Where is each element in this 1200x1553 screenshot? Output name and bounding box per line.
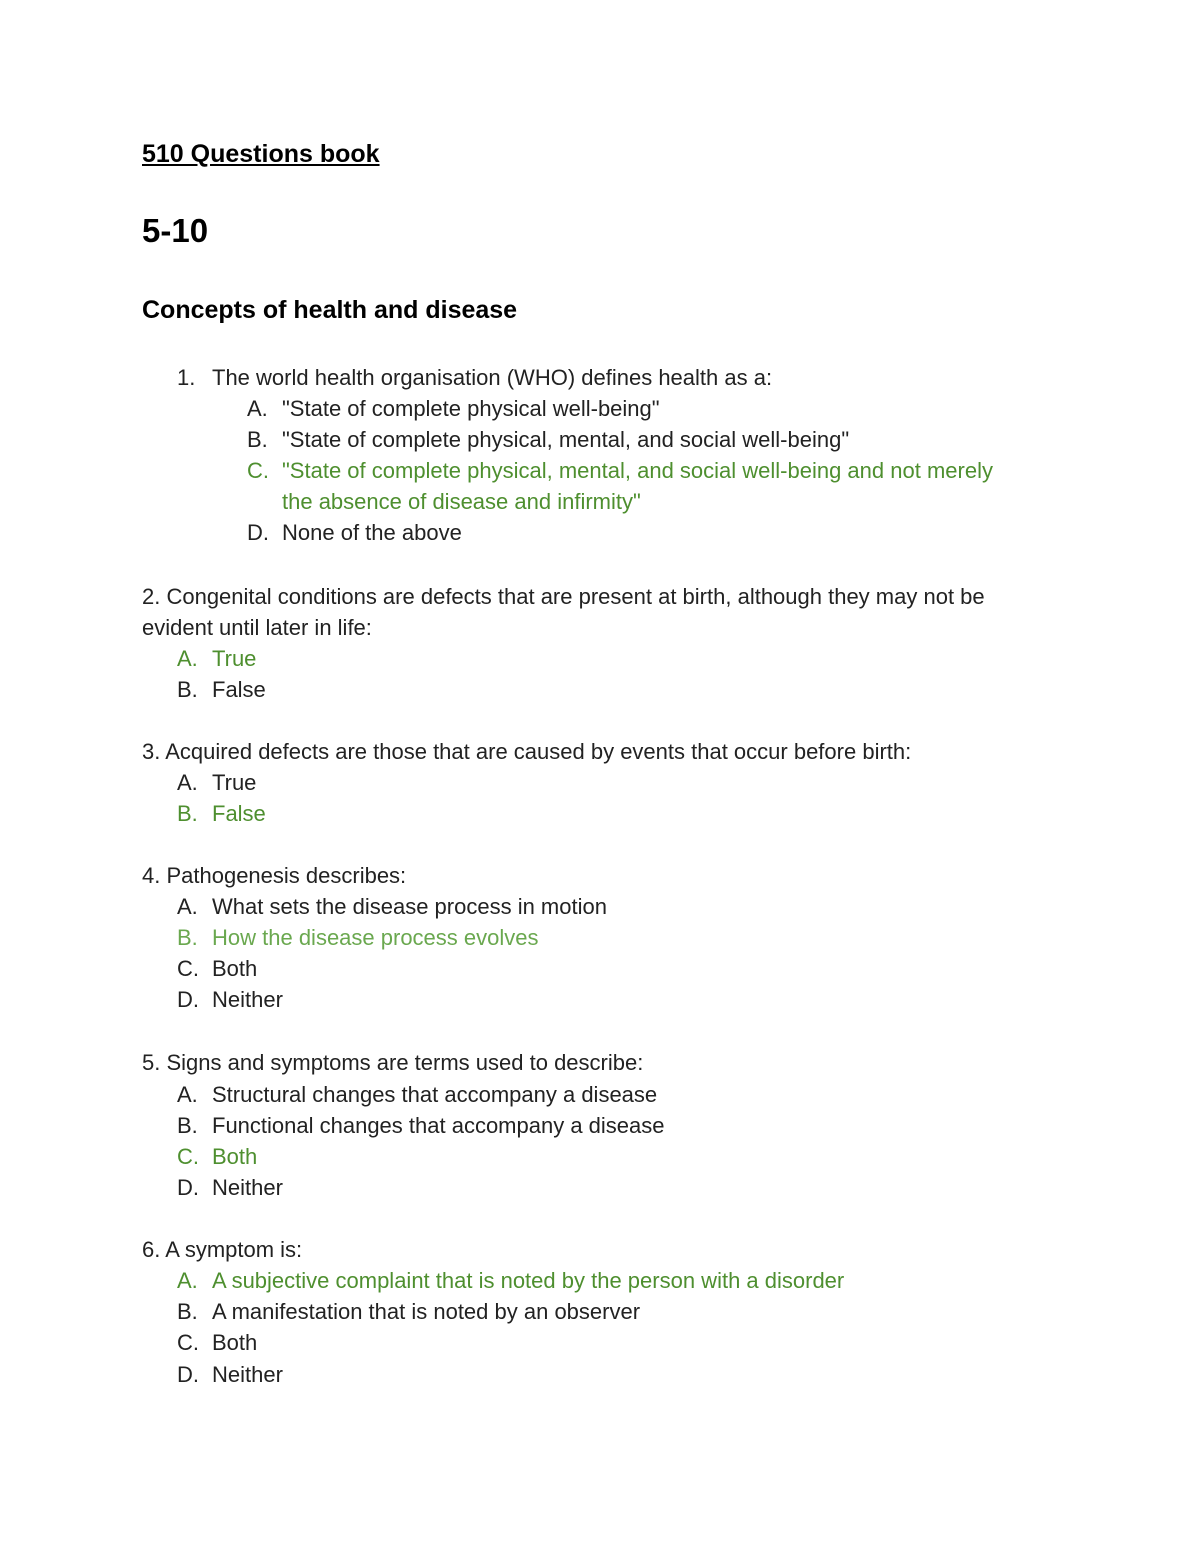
- option-letter: B.: [177, 1299, 198, 1324]
- question-text: 4. Pathogenesis describes:: [142, 863, 407, 888]
- question-text: 6. A symptom is:: [142, 1237, 303, 1262]
- option-letter: D.: [177, 1362, 199, 1387]
- option-text: What sets the disease process in motion: [212, 894, 607, 919]
- option-letter: D.: [247, 520, 269, 545]
- option-letter: A.: [247, 396, 268, 421]
- option-text: A manifestation that is noted by an observer: [212, 1299, 641, 1324]
- option-letter-correct: B.: [177, 925, 198, 950]
- option-text: Neither: [212, 1362, 283, 1387]
- question-text: 3. Acquired defects are those that are caused by events that occur before birth:: [142, 739, 912, 764]
- option-letter: B.: [177, 677, 198, 702]
- option-letter: B.: [177, 1113, 198, 1138]
- option-text-correct: Both: [212, 1144, 258, 1169]
- option-text: Both: [212, 956, 258, 981]
- section-heading: 5-10: [142, 212, 209, 249]
- option-text: Functional changes that accompany a disease: [212, 1113, 665, 1138]
- option-letter: D.: [177, 987, 199, 1012]
- option-text: "State of complete physical, mental, and social well-being": [282, 427, 850, 452]
- option-letter: A.: [177, 770, 198, 795]
- question-text: 5. Signs and symptoms are terms used to describe:: [142, 1050, 644, 1075]
- option-text: Both: [212, 1330, 258, 1355]
- option-letter-correct: C.: [177, 1144, 199, 1169]
- option-text-correct: True: [212, 646, 257, 671]
- option-text: Structural changes that accompany a disease: [212, 1082, 658, 1107]
- question-text: The world health organisation (WHO) defines health as a:: [212, 365, 773, 390]
- option-letter: B.: [247, 427, 268, 452]
- question-number: 1.: [177, 365, 196, 390]
- option-letter-correct: C.: [247, 458, 269, 483]
- option-text: True: [212, 770, 257, 795]
- document-title: 510 Questions book: [142, 140, 380, 168]
- option-letter: A.: [177, 894, 198, 919]
- option-letter: C.: [177, 956, 199, 981]
- question-text-continued: evident until later in life:: [142, 615, 372, 640]
- question-text: 2. Congenital conditions are defects that are present at birth, although they may not be: [142, 584, 985, 609]
- subsection-heading: Concepts of health and disease: [142, 296, 518, 324]
- option-letter: D.: [177, 1175, 199, 1200]
- option-text-correct: A subjective complaint that is noted by the person with a disorder: [212, 1268, 845, 1293]
- option-text-correct: How the disease process evolves: [212, 925, 539, 950]
- option-text: None of the above: [282, 520, 462, 545]
- option-text: "State of complete physical well-being": [282, 396, 660, 421]
- option-text-correct-continued: the absence of disease and infirmity": [282, 489, 641, 514]
- option-letter: C.: [177, 1330, 199, 1355]
- option-letter-correct: B.: [177, 801, 198, 826]
- option-letter-correct: A.: [177, 646, 198, 671]
- option-letter: A.: [177, 1082, 198, 1107]
- option-text: Neither: [212, 1175, 283, 1200]
- option-text-correct: False: [212, 801, 266, 826]
- option-text: Neither: [212, 987, 283, 1012]
- option-letter-correct: A.: [177, 1268, 198, 1293]
- option-text: False: [212, 677, 266, 702]
- option-text-correct: "State of complete physical, mental, and social well-being and not merely: [282, 458, 993, 483]
